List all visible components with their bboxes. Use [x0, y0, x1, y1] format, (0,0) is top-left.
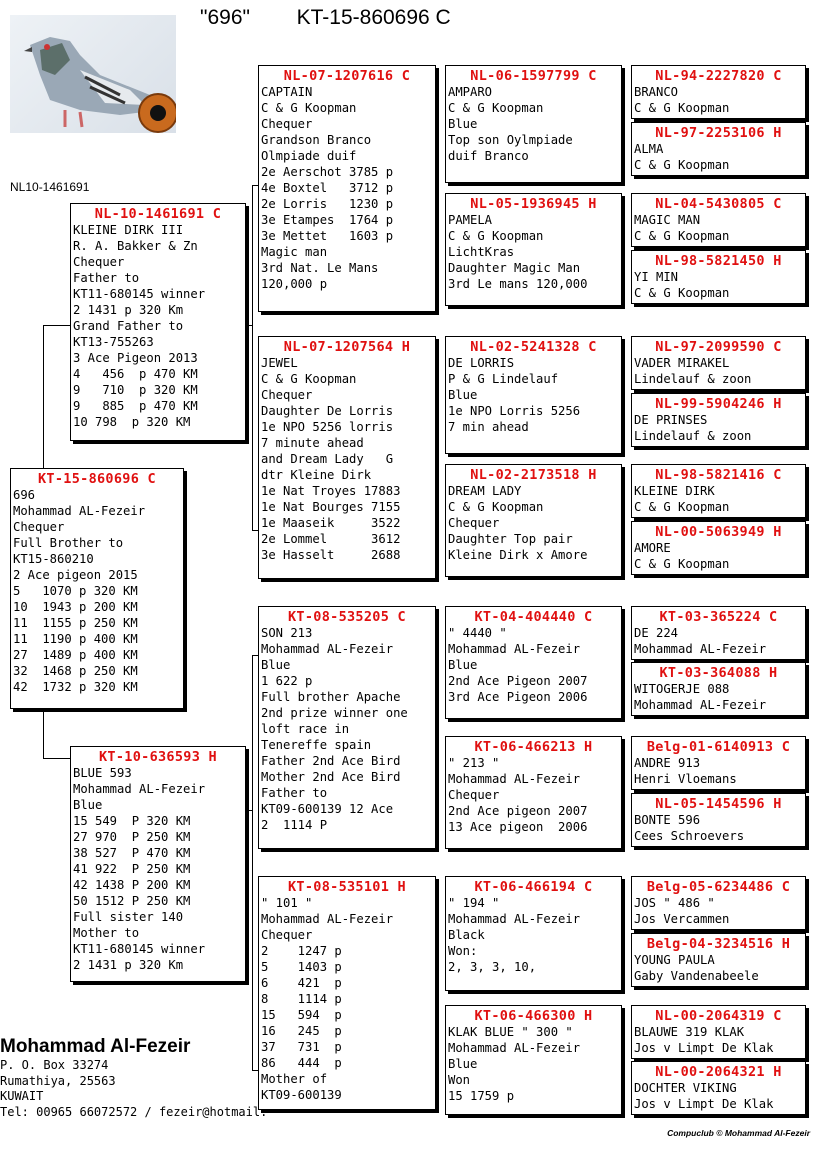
- card-details: [634, 141, 803, 173]
- ring-number: NL-06-1597799 C: [470, 68, 597, 84]
- owner-address-line: Rumathiya, 25563: [0, 1073, 116, 1088]
- card-line: Mohammad AL-Fezeir: [261, 912, 394, 926]
- card-line: 3e Mettet 1603 p: [261, 229, 394, 243]
- card-line: Jos Vercammen: [634, 912, 730, 926]
- ring-number: NL-00-2064319 C: [655, 1008, 782, 1024]
- card-line: Daughter Top pair: [448, 532, 573, 546]
- card-line: 4e Boxtel 3712 p: [261, 181, 394, 195]
- card-line: Black: [448, 928, 485, 942]
- card-line: Gaby Vandenabeele: [634, 969, 759, 983]
- pedigree-card-great-grandparent: [445, 876, 622, 991]
- card-line: KLEINE DIRK: [634, 484, 715, 498]
- card-line: Daughter Magic Man: [448, 261, 581, 275]
- card-details: [634, 952, 803, 984]
- card-line: Jos v Limpt De Klak: [634, 1041, 774, 1055]
- card-details: [13, 487, 181, 695]
- pedigree-card-great-great-grandparent: [631, 933, 806, 987]
- card-line: 5 1403 p: [261, 960, 342, 974]
- pedigree-card-dam: [70, 746, 246, 982]
- card-line: C & G Koopman: [261, 372, 357, 386]
- ring-number: NL-97-2099590 C: [655, 339, 782, 355]
- pedigree-card-great-great-grandparent: [631, 193, 806, 247]
- card-details: [634, 269, 803, 301]
- connector-line: [252, 655, 253, 1070]
- card-line: Chequer: [448, 516, 500, 530]
- card-line: 50 1512 P 250 KM: [73, 894, 191, 908]
- ring-number: NL-00-5063949 H: [655, 524, 782, 540]
- card-line: BLUE 593: [73, 766, 132, 780]
- card-line: Full sister 140: [73, 910, 184, 924]
- card-line: Mohammad AL-Fezeir: [73, 782, 206, 796]
- card-line: Cees Schroevers: [634, 829, 745, 843]
- card-line: Mohammad AL-Fezeir: [261, 642, 394, 656]
- pedigree-card-great-grandparent: [445, 606, 622, 719]
- card-line: 1e NPO Lorris 5256: [448, 404, 581, 418]
- connector-line: [43, 325, 71, 326]
- card-line: Father to: [73, 271, 140, 285]
- card-details: [73, 765, 243, 973]
- card-line: YOUNG PAULA: [634, 953, 715, 967]
- pedigree-card-subject: [10, 468, 184, 709]
- ring-number: NL-94-2227820 C: [655, 68, 782, 84]
- card-line: " 194 ": [448, 896, 500, 910]
- ring-number: NL-97-2253106 H: [655, 125, 782, 141]
- card-details: [448, 1024, 619, 1104]
- card-details: [448, 84, 619, 164]
- card-line: Blue: [261, 658, 291, 672]
- card-line: 1e Nat Bourges 7155: [261, 500, 401, 514]
- card-line: Mohammad AL-Fezeir: [448, 642, 581, 656]
- pigeon-photo: [10, 15, 176, 133]
- card-line: Mother to: [73, 926, 140, 940]
- pedigree-card-dam-dam: [258, 876, 436, 1110]
- pedigree-card-great-great-grandparent: [631, 1061, 806, 1115]
- ring-number: NL-98-5821416 C: [655, 467, 782, 483]
- card-line: Blue: [448, 117, 478, 131]
- card-line: Mohammad AL-Fezeir: [448, 912, 581, 926]
- ring-number: NL-00-2064321 H: [655, 1064, 782, 1080]
- card-details: [448, 755, 619, 835]
- card-line: KLEINE DIRK III: [73, 223, 184, 237]
- card-line: " 213 ": [448, 756, 500, 770]
- pedigree-card-great-grandparent: [445, 336, 622, 454]
- card-line: 9 885 p 470 KM: [73, 399, 198, 413]
- pedigree-card-dam-sire: [258, 606, 436, 849]
- card-details: [634, 1024, 803, 1056]
- ring-number: NL-07-1207616 C: [283, 68, 411, 84]
- card-details: [634, 812, 803, 844]
- card-line: Top son Oylmpiade: [448, 133, 573, 147]
- card-details: [448, 895, 619, 975]
- pedigree-card-great-great-grandparent: [631, 1005, 806, 1059]
- card-line: 1e Maaseik 3522: [261, 516, 401, 530]
- ring-number: KT-15-860696 C: [38, 471, 156, 487]
- ring-number: NL-98-5821450 H: [655, 253, 782, 269]
- card-line: Chequer: [448, 788, 500, 802]
- card-line: Olmpiade duif: [261, 149, 357, 163]
- card-line: 4 456 p 470 KM: [73, 367, 198, 381]
- pigeon-image: [10, 15, 176, 133]
- ring-number: NL-10-1461691 C: [94, 206, 222, 222]
- card-line: 1e Nat Troyes 17883: [261, 484, 401, 498]
- card-line: 38 527 P 470 KM: [73, 846, 191, 860]
- card-line: C & G Koopman: [634, 101, 730, 115]
- card-details: [634, 355, 803, 387]
- card-line: Mohammad AL-Fezeir: [448, 772, 581, 786]
- card-line: WITOGERJE 088: [634, 682, 730, 696]
- card-line: ANDRE 913: [634, 756, 701, 770]
- card-line: KT13-755263: [73, 335, 154, 349]
- card-line: 15 594 p: [261, 1008, 342, 1022]
- card-line: 16 245 p: [261, 1024, 342, 1038]
- owner-name: Mohammad Al-Fezeir: [0, 1036, 191, 1057]
- connector-line: [252, 185, 253, 530]
- card-line: 37 731 p: [261, 1040, 342, 1054]
- card-line: BLAUWE 319 KLAK: [634, 1025, 745, 1039]
- card-line: 696: [13, 488, 36, 502]
- card-line: 2nd prize winner one: [261, 706, 408, 720]
- card-line: Mother of: [261, 1072, 328, 1086]
- card-line: Father 2nd Ace Bird: [261, 754, 401, 768]
- ring-number: NL-04-5430805 C: [655, 196, 782, 212]
- pedigree-card-sire-sire: [258, 65, 436, 312]
- card-line: 2 1247 p: [261, 944, 342, 958]
- card-line: 1 622 p: [261, 674, 313, 688]
- card-line: 27 970 P 250 KM: [73, 830, 191, 844]
- card-line: SON 213: [261, 626, 313, 640]
- card-line: C & G Koopman: [634, 158, 730, 172]
- card-line: Grand Father to: [73, 319, 184, 333]
- card-line: Grandson Branco: [261, 133, 372, 147]
- card-line: KT09-600139: [261, 1088, 342, 1102]
- connector-line: [43, 708, 44, 758]
- card-line: 42 1438 P 200 KM: [73, 878, 191, 892]
- card-line: JEWEL: [261, 356, 298, 370]
- card-line: C & G Koopman: [634, 557, 730, 571]
- card-line: 120,000 p: [261, 277, 328, 291]
- card-details: [634, 625, 803, 657]
- pedigree-card-great-grandparent: [445, 736, 622, 849]
- card-details: [634, 681, 803, 713]
- ring-number: NL-05-1936945 H: [470, 196, 597, 212]
- card-line: Jos v Limpt De Klak: [634, 1097, 774, 1111]
- card-line: Henri Vloemans: [634, 772, 737, 786]
- card-line: Mother 2nd Ace Bird: [261, 770, 401, 784]
- card-line: 2e Lommel 3612: [261, 532, 401, 546]
- pedigree-card-great-grandparent: [445, 65, 622, 183]
- card-line: Father to: [261, 786, 328, 800]
- pedigree-card-great-great-grandparent: [631, 336, 806, 390]
- card-line: AMORE: [634, 541, 671, 555]
- connector-line: [43, 325, 44, 470]
- owner-country: KUWAIT: [0, 1089, 44, 1103]
- card-line: Blue: [448, 658, 478, 672]
- ring-reference: NL10-1461691: [10, 180, 90, 194]
- card-line: 3e Etampes 1764 p: [261, 213, 394, 227]
- card-line: 7 min ahead: [448, 420, 529, 434]
- card-line: KT11-680145 winner: [73, 287, 206, 301]
- card-line: KT11-680145 winner: [73, 942, 206, 956]
- card-line: Chequer: [73, 255, 125, 269]
- card-details: [261, 895, 433, 1103]
- card-details: [634, 540, 803, 572]
- card-line: Full brother Apache: [261, 690, 401, 704]
- card-line: Mohammad AL-Fezeir: [448, 1041, 581, 1055]
- pedigree-card-great-great-grandparent: [631, 250, 806, 304]
- card-line: KT09-600139 12 Ace: [261, 802, 394, 816]
- card-line: Tenereffe spain: [261, 738, 372, 752]
- card-line: Chequer: [261, 928, 313, 942]
- card-line: duif Branco: [448, 149, 529, 163]
- card-details: [261, 355, 433, 563]
- card-line: 7 minute ahead: [261, 436, 364, 450]
- ring-number: NL-05-1454596 H: [655, 796, 782, 812]
- card-line: 10 1943 p 200 KM: [13, 600, 138, 614]
- card-line: 8 1114 p: [261, 992, 342, 1006]
- card-line: 86 444 p: [261, 1056, 342, 1070]
- card-line: MAGIC MAN: [634, 213, 701, 227]
- card-line: dtr Kleine Dirk: [261, 468, 372, 482]
- card-line: KLAK BLUE " 300 ": [448, 1025, 573, 1039]
- card-line: 2e Aerschot 3785 p: [261, 165, 394, 179]
- card-line: 2 1431 p 320 Km: [73, 958, 184, 972]
- card-line: Mohammad AL-Fezeir: [634, 642, 767, 656]
- pedigree-card-great-great-grandparent: [631, 464, 806, 518]
- pedigree-card-great-great-grandparent: [631, 65, 806, 119]
- card-line: 2nd Ace Pigeon 2007: [448, 674, 588, 688]
- card-line: JOS " 486 ": [634, 896, 715, 910]
- card-details: [634, 212, 803, 244]
- card-line: DE PRINSES: [634, 413, 708, 427]
- pedigree-card-great-great-grandparent: [631, 662, 806, 716]
- pedigree-card-great-great-grandparent: [631, 393, 806, 447]
- card-line: 2 1114 P: [261, 818, 328, 832]
- ring-number: KT-03-364088 H: [659, 665, 778, 681]
- card-line: Lindelauf & zoon: [634, 372, 752, 386]
- card-line: 15 1759 p: [448, 1089, 515, 1103]
- card-line: 3rd Nat. Le Mans: [261, 261, 379, 275]
- card-details: [634, 755, 803, 787]
- card-line: 1e NPO 5256 lorris: [261, 420, 394, 434]
- card-line: C & G Koopman: [634, 500, 730, 514]
- card-line: C & G Koopman: [448, 500, 544, 514]
- card-line: Chequer: [261, 117, 313, 131]
- card-line: Daughter De Lorris: [261, 404, 394, 418]
- card-line: 3rd Ace Pigeon 2006: [448, 690, 588, 704]
- card-line: Chequer: [261, 388, 313, 402]
- card-line: YI MIN: [634, 270, 679, 284]
- card-line: AMPARO: [448, 85, 493, 99]
- card-line: DOCHTER VIKING: [634, 1081, 737, 1095]
- connector-line: [245, 325, 253, 326]
- card-line: 32 1468 p 250 KM: [13, 664, 138, 678]
- card-line: 9 710 p 320 KM: [73, 383, 198, 397]
- card-line: Mohammad AL-Fezeir: [634, 698, 767, 712]
- card-line: 11 1155 p 250 KM: [13, 616, 138, 630]
- pedigree-card-sire-dam: [258, 336, 436, 579]
- card-details: [73, 222, 243, 430]
- card-line: DE 224: [634, 626, 679, 640]
- ring-number: NL-02-2173518 H: [470, 467, 597, 483]
- card-details: [448, 355, 619, 435]
- card-line: BRANCO: [634, 85, 679, 99]
- connector-line: [245, 810, 253, 811]
- card-line: LichtKras: [448, 245, 515, 259]
- card-line: R. A. Bakker & Zn: [73, 239, 198, 253]
- pedigree-card-great-great-grandparent: [631, 606, 806, 660]
- ring-number: KT-06-466300 H: [474, 1008, 593, 1024]
- pedigree-card-great-great-grandparent: [631, 122, 806, 176]
- card-line: Blue: [448, 1057, 478, 1071]
- footer-credit: Compuclub © Mohammad Al-Fezeir: [667, 1128, 810, 1138]
- card-line: 2, 3, 3, 10,: [448, 960, 537, 974]
- pedigree-card-great-great-grandparent: [631, 793, 806, 847]
- page-title: "696" KT-15-860696 C: [200, 6, 451, 29]
- card-line: 11 1190 p 400 KM: [13, 632, 138, 646]
- card-line: VADER MIRAKEL: [634, 356, 730, 370]
- card-line: 3rd Le mans 120,000: [448, 277, 588, 291]
- ring-number: Belg-05-6234486 C: [646, 879, 791, 895]
- card-line: CAPTAIN: [261, 85, 313, 99]
- pedigree-card-great-great-grandparent: [631, 736, 806, 790]
- card-line: 2 Ace pigeon 2015: [13, 568, 138, 582]
- ring-number: KT-08-535101 H: [288, 879, 406, 895]
- owner-address-line: P. O. Box 33274: [0, 1058, 109, 1072]
- card-line: 2 1431 p 320 Km: [73, 303, 184, 317]
- card-line: 27 1489 p 400 KM: [13, 648, 138, 662]
- card-line: 2nd Ace pigeon 2007: [448, 804, 588, 818]
- pedigree-card-great-great-grandparent: [631, 521, 806, 575]
- card-line: DREAM LADY: [448, 484, 522, 498]
- card-details: [448, 212, 619, 292]
- card-line: Mohammad AL-Fezeir: [13, 504, 146, 518]
- ring-number: Belg-04-3234516 H: [646, 936, 791, 952]
- ring-number: KT-04-404440 C: [474, 609, 593, 625]
- card-line: Magic man: [261, 245, 328, 259]
- card-details: [634, 412, 803, 444]
- card-line: C & G Koopman: [448, 229, 544, 243]
- card-line: Chequer: [13, 520, 65, 534]
- card-line: ALMA: [634, 142, 664, 156]
- card-line: loft race in: [261, 722, 350, 736]
- card-line: 3 Ace Pigeon 2013: [73, 351, 198, 365]
- card-line: P & G Lindelauf: [448, 372, 559, 386]
- ring-number: Belg-01-6140913 C: [646, 739, 791, 755]
- card-details: [634, 895, 803, 927]
- card-details: [634, 483, 803, 515]
- card-line: " 4440 ": [448, 626, 507, 640]
- pedigree-card-great-grandparent: [445, 1005, 622, 1115]
- card-line: 3e Hasselt 2688: [261, 548, 401, 562]
- card-details: [634, 1080, 803, 1112]
- ring-number: KT-10-636593 H: [99, 749, 217, 765]
- card-line: 41 922 P 250 KM: [73, 862, 191, 876]
- ring-number: KT-08-535205 C: [288, 609, 406, 625]
- ring-number: KT-06-466194 C: [474, 879, 593, 895]
- pedigree-card-great-grandparent: [445, 193, 622, 306]
- ring-number: NL-99-5904246 H: [655, 396, 782, 412]
- card-line: 13 Ace pigeon 2006: [448, 820, 588, 834]
- card-line: DE LORRIS: [448, 356, 515, 370]
- card-line: Kleine Dirk x Amore: [448, 548, 588, 562]
- card-line: 42 1732 p 320 KM: [13, 680, 138, 694]
- card-line: Won:: [448, 944, 478, 958]
- card-line: KT15-860210: [13, 552, 94, 566]
- card-details: [634, 84, 803, 116]
- card-line: Full Brother to: [13, 536, 124, 550]
- card-details: [261, 625, 433, 833]
- card-details: [448, 483, 619, 563]
- ring-number: NL-02-5241328 C: [470, 339, 597, 355]
- card-details: [261, 84, 433, 292]
- ring-number: NL-07-1207564 H: [283, 339, 411, 355]
- card-line: C & G Koopman: [634, 229, 730, 243]
- connector-line: [43, 758, 71, 759]
- card-line: 2e Lorris 1230 p: [261, 197, 394, 211]
- card-line: " 101 ": [261, 896, 313, 910]
- owner-block: [0, 1036, 267, 1120]
- owner-contact: Tel: 00965 66072572 / fezeir@hotmail.: [0, 1104, 268, 1119]
- card-line: C & G Koopman: [448, 101, 544, 115]
- card-details: [448, 625, 619, 705]
- card-line: 6 421 p: [261, 976, 342, 990]
- card-line: PAMELA: [448, 213, 493, 227]
- ring-number: KT-06-466213 H: [474, 739, 593, 755]
- card-line: Blue: [448, 388, 478, 402]
- card-line: C & G Koopman: [261, 101, 357, 115]
- card-line: Won: [448, 1073, 471, 1087]
- pedigree-card-great-grandparent: [445, 464, 622, 577]
- card-line: C & G Koopman: [634, 286, 730, 300]
- pedigree-card-great-great-grandparent: [631, 876, 806, 930]
- card-line: and Dream Lady G: [261, 452, 394, 466]
- card-line: Blue: [73, 798, 103, 812]
- pedigree-card-sire: [70, 203, 246, 441]
- card-line: 15 549 P 320 KM: [73, 814, 191, 828]
- card-line: 5 1070 p 320 KM: [13, 584, 138, 598]
- ring-number: KT-03-365224 C: [659, 609, 778, 625]
- card-line: Lindelauf & zoon: [634, 429, 752, 443]
- card-line: BONTE 596: [634, 813, 701, 827]
- card-line: 10 798 p 320 KM: [73, 415, 191, 429]
